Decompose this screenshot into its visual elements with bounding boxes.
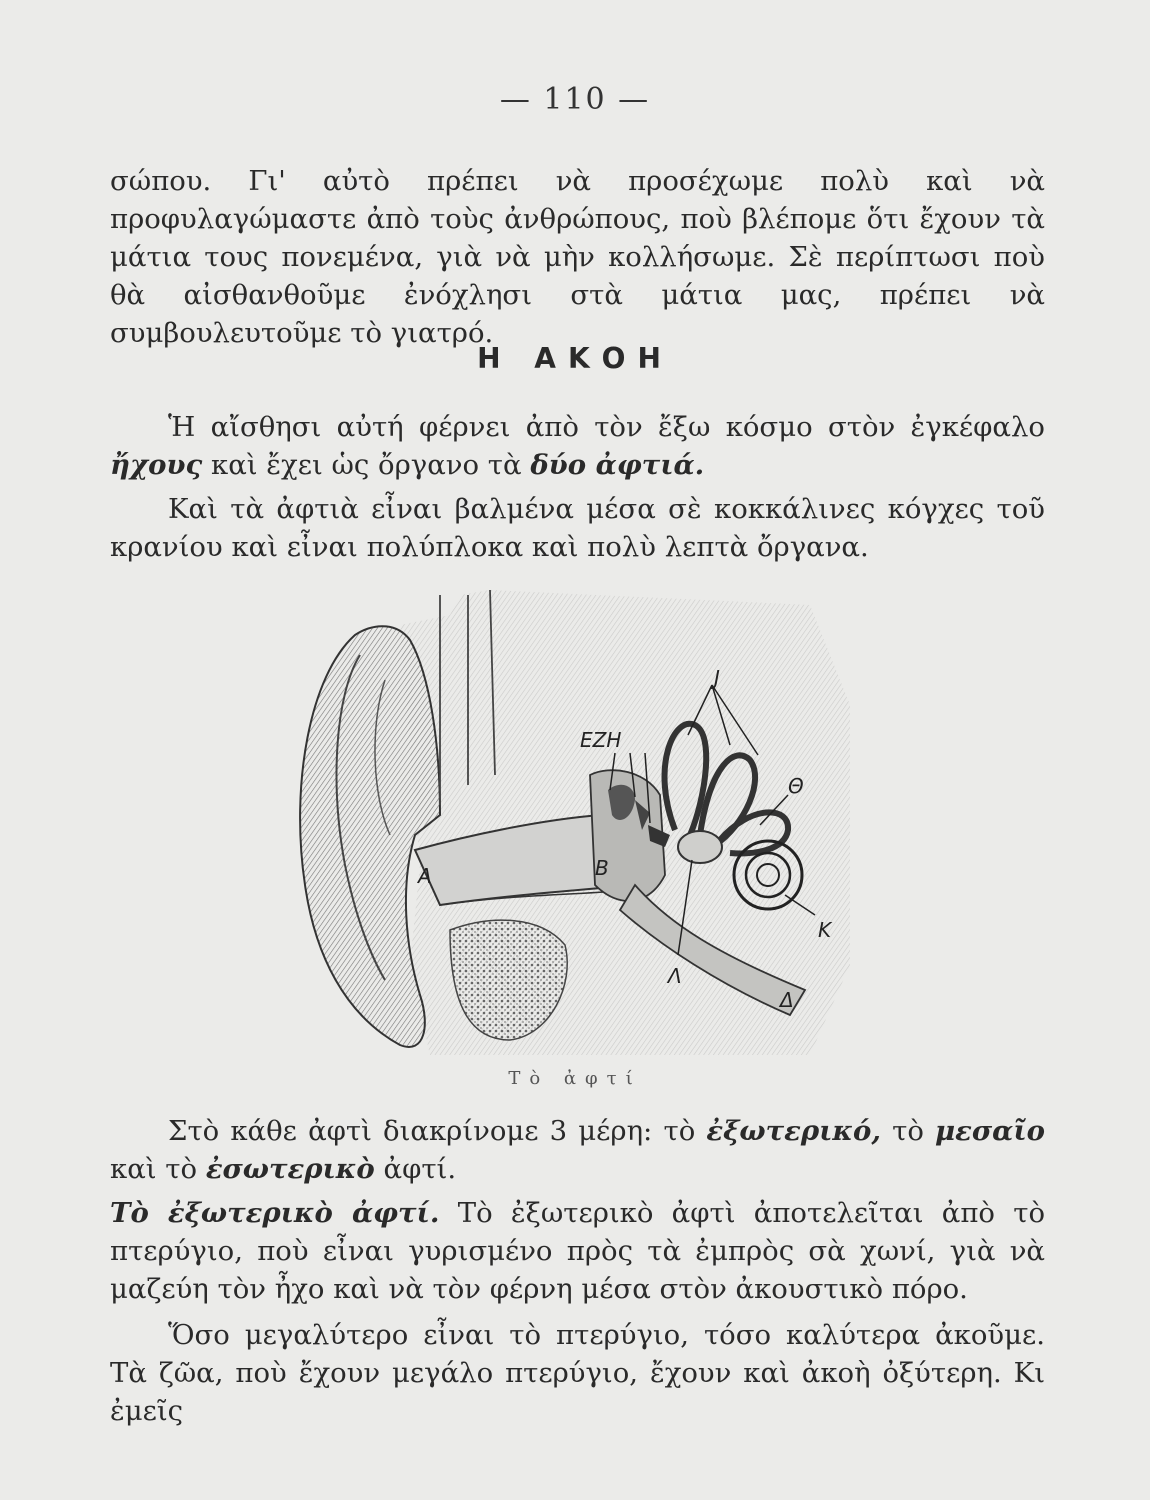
paragraph-2 (110, 490, 1045, 566)
label-j: J (714, 666, 720, 690)
paragraph-4-emph-title: Τὸ ἐξωτερικὸ ἀφτί. (110, 1197, 440, 1229)
paragraph-3-text: Στὸ κάθε ἀφτὶ διακρίνομε 3 μέρη: τὸ (168, 1115, 696, 1147)
paragraph-5 (110, 1316, 1045, 1430)
paragraph-3-emph-outer: ἐξωτερικό, (706, 1115, 881, 1147)
paragraph-1 (110, 408, 1045, 484)
paragraph-2-text: Καὶ τὰ ἀφτιὰ εἶναι βαλμένα μέσα σὲ κοκκάλινες κόγχες τοῦ κρανίου καὶ εἶναι πολύπλοκα καὶ πολὺ λεπτὰ ὄργανα. (110, 493, 1045, 563)
paragraph-3 (110, 1112, 1045, 1188)
paragraph-3-text-2: τὸ (892, 1115, 924, 1147)
paragraph-1-text: Ἡ αἴσθησι αὐτή φέρνει ἀπὸ τὸν ἔξω κόσμο στὸν ἐγκέφαλο (168, 411, 1045, 443)
label-ezh: EZH (580, 728, 622, 752)
paragraph-5-text: Ὅσο μεγαλύτερο εἶναι τὸ πτερύγιο, τόσο καλύτερα ἀκοῦμε. Τὰ ζῶα, ποὺ ἔχουν μεγάλο πτερύγιο, ἔχουν καὶ ἀκοὴ ὀξύτερη. Κι ἐμεῖς (110, 1319, 1045, 1427)
figure-caption: Τὸ ἀφτί (508, 1068, 642, 1089)
paragraph-3-emph-middle: μεσαῖο (935, 1115, 1045, 1147)
ear-anatomy-illustration (290, 585, 860, 1065)
paragraph-4 (110, 1194, 1045, 1308)
label-lambda: Λ (668, 964, 682, 988)
paragraph-3-text-3: καὶ τὸ (110, 1153, 198, 1185)
vestibule (678, 831, 722, 863)
section-heading: Η ΑΚΟΗ (477, 342, 673, 375)
label-theta: Θ (788, 774, 804, 798)
paragraph-1-emph-ears: δύο ἀφτιά. (530, 449, 705, 481)
paragraph-4-text: Τὸ ἐξωτερικὸ ἀφτὶ ἀποτελεῖται ἀπὸ τὸ πτερύγιο, ποὺ εἶναι γυρισμένο πρὸς τὰ ἐμπρὸς σὰ χωνί, γιὰ νὰ μαζεύη τὸν ἦχο καὶ νὰ τὸν φέρνη μέσα στὸν ἀκουστικὸ πόρο. (110, 1197, 1046, 1305)
paragraph-1-text-2: καὶ ἔχει ὡς ὄργανο τὰ (211, 449, 522, 481)
label-a: A (418, 864, 432, 888)
paragraph-1-emph-sounds: ἤχους (110, 449, 203, 481)
page-number: — 110 — (499, 82, 651, 117)
label-k: K (818, 918, 832, 942)
paragraph-3-emph-inner: ἐσωτερικὸ (205, 1153, 375, 1185)
paragraph-3-text-4: ἀφτί. (383, 1153, 457, 1185)
label-delta: Δ (780, 988, 794, 1012)
label-b: B (595, 856, 609, 880)
intro-paragraph: σώπου. Γι' αὐτὸ πρέπει νὰ προσέχωμε πολὺ καὶ νὰ προφυλαγώμαστε ἀπὸ τοὺς ἀνθρώπους, ποὺ βλέπομε ὅτι ἔχουν τὰ μάτια τους πονεμένα, γιὰ νὰ μὴν κολλήσωμε. Σὲ περίπτωσι ποὺ θὰ αἰσθανθοῦμε ἐνόχλησι στὰ μάτια μας, πρέπει νὰ συμβουλευτοῦμε τὸ γιατρό. (110, 165, 1045, 349)
